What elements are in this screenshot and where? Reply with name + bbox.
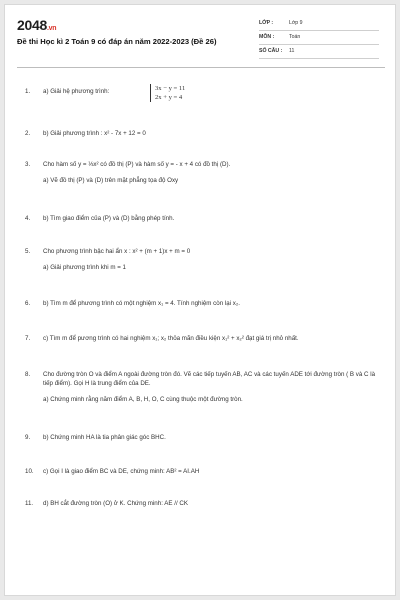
header-divider: [17, 67, 385, 68]
meta-value: 11: [289, 48, 295, 54]
question-number: 1.: [25, 88, 31, 95]
document-title: Đề thi Học kì 2 Toán 9 có đáp án năm 2022-2023 (Đề 26): [17, 37, 217, 46]
meta-label: MÔN :: [259, 34, 275, 40]
question-text: c) Tìm m để pương trình có hai nghiệm x₁; x₂ thỏa mãn điều kiện x₁² + x₂² đạt giá trị nhỏ nhất.: [43, 335, 299, 342]
question-subtext: a) Chứng minh rằng năm điểm A, B, H, O, C cùng thuộc một đường tròn.: [43, 396, 243, 403]
question-body: [43, 85, 383, 101]
equation-line: 2x + y = 4: [155, 94, 183, 101]
question-text: b) Giải phương trình : x² - 7x + 12 = 0: [43, 130, 146, 137]
question-number: 4.: [25, 215, 31, 222]
question-text: d) BH cắt đường tròn (O) ở K. Chứng minh: AE // CK: [43, 500, 189, 507]
question-number: 2.: [25, 130, 31, 137]
meta-row-count: [259, 47, 379, 59]
question-subtext: a) Giải phương trình khi m = 1: [43, 264, 127, 271]
question-number: 8.: [25, 371, 31, 378]
question-text: Cho đường tròn O và điểm A ngoài đường tròn đó. Vẽ các tiếp tuyến AB, AC và các tuyến ADE tới đường tròn ( B và C là tiếp điểm). Gọi H là trung điểm của DE.: [43, 371, 376, 387]
question-number: 3.: [25, 161, 31, 168]
meta-label: SỐ CÂU :: [259, 48, 283, 54]
meta-value: Toán: [289, 34, 301, 40]
question-number: 9.: [25, 434, 31, 441]
meta-value: Lớp 9: [289, 20, 303, 26]
question-body: [43, 370, 383, 404]
question-number: 5.: [25, 248, 31, 255]
question-text: Cho hàm số y = ⅓x² có đồ thị (P) và hàm số y = - x + 4 có đồ thị (D).: [43, 161, 231, 168]
question-text: c) Gọi I là giao điểm BC và DE, chứng minh: AB² = AI.AH: [43, 468, 200, 475]
meta-panel: [259, 19, 379, 61]
question-number: 11.: [25, 500, 34, 507]
document-page: [4, 4, 396, 596]
question-text: b) Tìm giao điểm của (P) và (D) bằng phép tính.: [43, 215, 175, 222]
question-text: b) Tìm m để phương trình có một nghiệm x₁ = 4. Tính nghiệm còn lại x₂.: [43, 300, 240, 307]
question-text: b) Chứng minh HA là tia phân giác góc BHC.: [43, 434, 166, 441]
meta-label: LỚP :: [259, 20, 274, 26]
question-body: [43, 160, 383, 185]
logo-suffix: .vn: [46, 25, 57, 32]
logo-number: 2048: [17, 17, 47, 33]
question-subtext: a) Vẽ đồ thị (P) và (D) trên mặt phẳng tọa độ Oxy: [43, 177, 179, 184]
question-number: 7.: [25, 335, 31, 342]
site-logo[interactable]: [17, 17, 56, 33]
question-body: [43, 247, 383, 272]
equation-system: [150, 84, 185, 102]
meta-row-subject: [259, 33, 379, 45]
question-text: a) Giải hệ phương trình:: [43, 88, 110, 95]
meta-row-class: [259, 19, 379, 31]
equation-line: 3x − y = 11: [155, 85, 186, 92]
document-header: [5, 5, 395, 71]
question-text: Cho phương trình bậc hai ẩn x : x² + (m + 1)x + m = 0: [43, 248, 191, 255]
question-number: 10.: [25, 468, 34, 475]
question-number: 6.: [25, 300, 31, 307]
